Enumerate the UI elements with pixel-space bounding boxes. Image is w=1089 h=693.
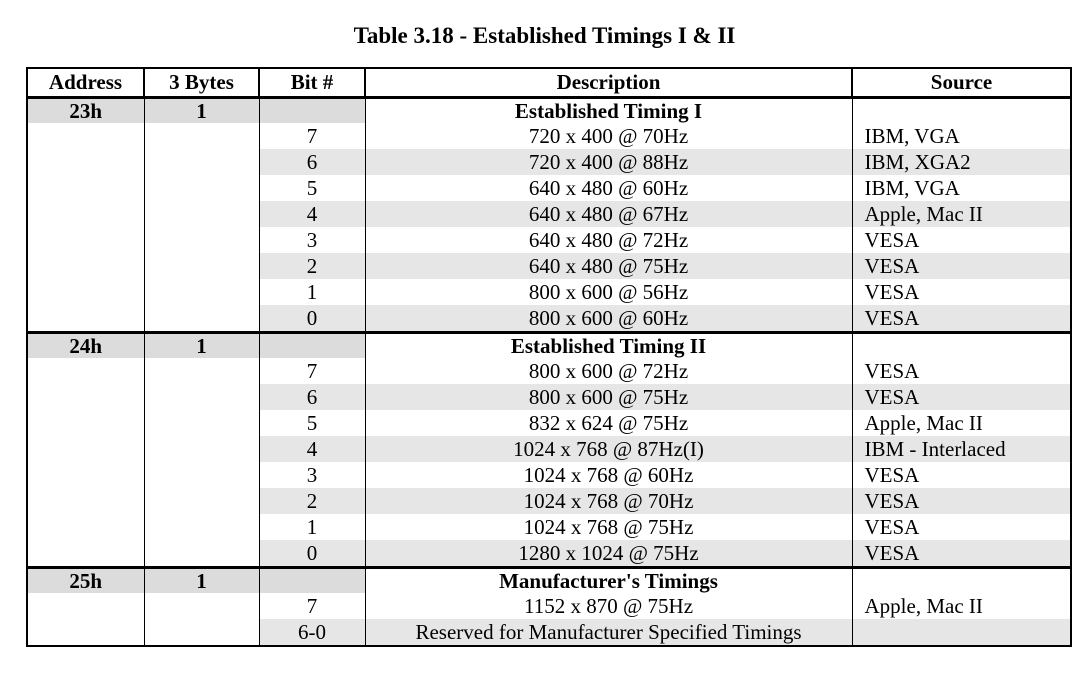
section-address: 23h	[27, 98, 144, 124]
header-address: Address	[27, 68, 144, 98]
description-cell: 1024 x 768 @ 87Hz(I)	[365, 436, 852, 462]
description-cell: 1152 x 870 @ 75Hz	[365, 593, 852, 619]
address-cell	[27, 436, 144, 462]
bytes-cell	[144, 593, 259, 619]
description-cell: 640 x 480 @ 72Hz	[365, 227, 852, 253]
address-cell	[27, 279, 144, 305]
section-source-empty	[852, 98, 1071, 124]
table-row	[27, 201, 1071, 227]
section-header-row	[27, 568, 1071, 594]
table-row	[27, 253, 1071, 279]
source-cell: VESA	[852, 253, 1071, 279]
header-bytes: 3 Bytes	[144, 68, 259, 98]
table-row	[27, 175, 1071, 201]
bytes-cell	[144, 253, 259, 279]
description-cell: 1024 x 768 @ 70Hz	[365, 488, 852, 514]
section-bytes: 1	[144, 333, 259, 359]
address-cell	[27, 593, 144, 619]
bytes-cell	[144, 384, 259, 410]
bit-cell: 3	[259, 462, 365, 488]
source-cell: Apple, Mac II	[852, 201, 1071, 227]
table-body	[27, 98, 1071, 647]
source-cell: IBM, VGA	[852, 123, 1071, 149]
description-cell: 1280 x 1024 @ 75Hz	[365, 540, 852, 568]
description-cell: 1024 x 768 @ 75Hz	[365, 514, 852, 540]
bytes-cell	[144, 305, 259, 333]
source-cell: IBM, VGA	[852, 175, 1071, 201]
bit-cell: 5	[259, 410, 365, 436]
source-cell: VESA	[852, 305, 1071, 333]
bit-cell: 2	[259, 253, 365, 279]
address-cell	[27, 123, 144, 149]
section-bit-empty	[259, 98, 365, 124]
bytes-cell	[144, 175, 259, 201]
bytes-cell	[144, 279, 259, 305]
description-cell: 800 x 600 @ 75Hz	[365, 384, 852, 410]
address-cell	[27, 384, 144, 410]
section-bit-empty	[259, 568, 365, 594]
address-cell	[27, 358, 144, 384]
table-row	[27, 462, 1071, 488]
bit-cell: 4	[259, 436, 365, 462]
table-row	[27, 123, 1071, 149]
address-cell	[27, 149, 144, 175]
source-cell: Apple, Mac II	[852, 410, 1071, 436]
table-row	[27, 514, 1071, 540]
bytes-cell	[144, 514, 259, 540]
bit-cell: 0	[259, 305, 365, 333]
description-cell: 800 x 600 @ 72Hz	[365, 358, 852, 384]
address-cell	[27, 514, 144, 540]
section-source-empty	[852, 333, 1071, 359]
header-description: Description	[365, 68, 852, 98]
address-cell	[27, 462, 144, 488]
section-source-empty	[852, 568, 1071, 594]
description-cell: 640 x 480 @ 75Hz	[365, 253, 852, 279]
table-row	[27, 410, 1071, 436]
address-cell	[27, 175, 144, 201]
address-cell	[27, 253, 144, 279]
description-cell: 640 x 480 @ 67Hz	[365, 201, 852, 227]
source-cell: IBM - Interlaced	[852, 436, 1071, 462]
header-source: Source	[852, 68, 1071, 98]
table-row	[27, 488, 1071, 514]
table-row	[27, 358, 1071, 384]
source-cell: VESA	[852, 462, 1071, 488]
section-bytes: 1	[144, 98, 259, 124]
bytes-cell	[144, 540, 259, 568]
source-cell: VESA	[852, 488, 1071, 514]
bit-cell: 6	[259, 149, 365, 175]
section-address: 25h	[27, 568, 144, 594]
section-address: 24h	[27, 333, 144, 359]
bit-cell: 7	[259, 593, 365, 619]
section-header-row	[27, 98, 1071, 124]
bytes-cell	[144, 201, 259, 227]
bit-cell: 0	[259, 540, 365, 568]
bytes-cell	[144, 227, 259, 253]
bytes-cell	[144, 149, 259, 175]
table-row	[27, 279, 1071, 305]
description-cell: Reserved for Manufacturer Specified Timings	[365, 619, 852, 646]
bytes-cell	[144, 436, 259, 462]
table-row	[27, 619, 1071, 646]
bit-cell: 5	[259, 175, 365, 201]
bytes-cell	[144, 462, 259, 488]
bit-cell: 4	[259, 201, 365, 227]
address-cell	[27, 227, 144, 253]
description-cell: 640 x 480 @ 60Hz	[365, 175, 852, 201]
table-title: Table 3.18 - Established Timings I & II	[353, 23, 736, 48]
section-header-row	[27, 333, 1071, 359]
table-row	[27, 384, 1071, 410]
section-bytes: 1	[144, 568, 259, 594]
section-bit-empty	[259, 333, 365, 359]
address-cell	[27, 410, 144, 436]
bytes-cell	[144, 619, 259, 646]
description-cell: 800 x 600 @ 60Hz	[365, 305, 852, 333]
bytes-cell	[144, 358, 259, 384]
description-cell: 1024 x 768 @ 60Hz	[365, 462, 852, 488]
source-cell: VESA	[852, 279, 1071, 305]
source-cell: VESA	[852, 227, 1071, 253]
bytes-cell	[144, 123, 259, 149]
source-cell: VESA	[852, 384, 1071, 410]
description-cell: 720 x 400 @ 70Hz	[365, 123, 852, 149]
bit-cell: 7	[259, 358, 365, 384]
source-cell: VESA	[852, 540, 1071, 568]
table-row	[27, 593, 1071, 619]
bytes-cell	[144, 410, 259, 436]
section-title: Manufacturer's Timings	[365, 568, 852, 594]
table-row	[27, 305, 1071, 333]
header-bit: Bit #	[259, 68, 365, 98]
table-row	[27, 540, 1071, 568]
description-cell: 800 x 600 @ 56Hz	[365, 279, 852, 305]
address-cell	[27, 619, 144, 646]
table-row	[27, 149, 1071, 175]
table-row	[27, 436, 1071, 462]
bit-cell: 1	[259, 514, 365, 540]
description-cell: 720 x 400 @ 88Hz	[365, 149, 852, 175]
source-cell	[852, 619, 1071, 646]
address-cell	[27, 488, 144, 514]
address-cell	[27, 201, 144, 227]
established-timings-table	[26, 67, 1072, 647]
bit-cell: 1	[259, 279, 365, 305]
bit-cell: 6	[259, 384, 365, 410]
bytes-cell	[144, 488, 259, 514]
address-cell	[27, 305, 144, 333]
header-row	[27, 68, 1071, 98]
bit-cell: 6-0	[259, 619, 365, 646]
section-title: Established Timing II	[365, 333, 852, 359]
section-title: Established Timing I	[365, 98, 852, 124]
bit-cell: 7	[259, 123, 365, 149]
address-cell	[27, 540, 144, 568]
source-cell: VESA	[852, 358, 1071, 384]
description-cell: 832 x 624 @ 75Hz	[365, 410, 852, 436]
table-row	[27, 227, 1071, 253]
bit-cell: 2	[259, 488, 365, 514]
source-cell: VESA	[852, 514, 1071, 540]
source-cell: IBM, XGA2	[852, 149, 1071, 175]
bit-cell: 3	[259, 227, 365, 253]
source-cell: Apple, Mac II	[852, 593, 1071, 619]
